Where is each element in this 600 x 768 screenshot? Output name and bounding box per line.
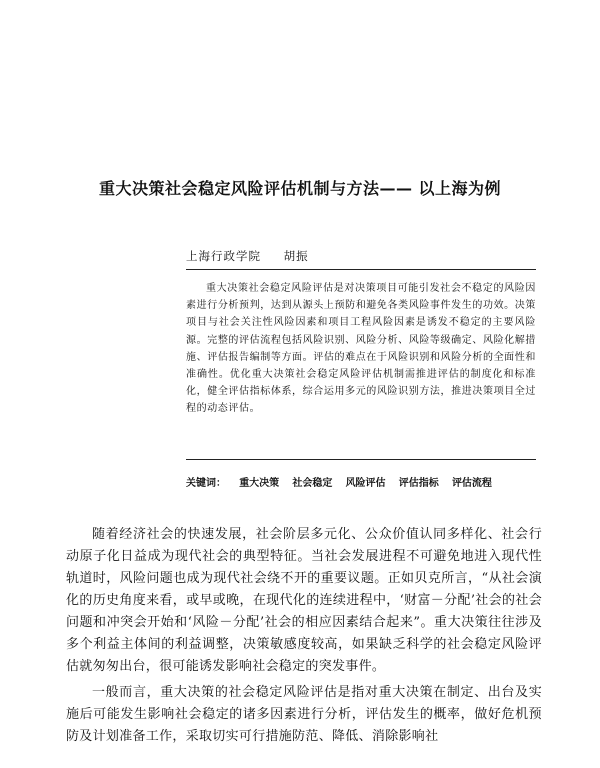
- keyword-item: 风险评估: [345, 478, 386, 489]
- keyword-item: 重大决策: [239, 478, 280, 489]
- body-paragraph: 一般而言，重大决策的社会稳定风险评估是指对重大决策在制定、出台及实施后可能发生影响社会稳定的诸多因素进行分析，评估发生的概率，做好危机预防及计划准备工作，采取切实可行措施防范、降低、消除影响社: [66, 685, 542, 744]
- author-line: [186, 248, 309, 264]
- body-paragraph: 随着经济社会的快速发展，社会阶层多元化、公众价值认同多样化、社会行动原子化日益成为现代社会的典型特征。当社会发展进程不可避免地进入现代性轨道时，风险问题也成为现代社会绕不开的重要议题。正如贝克所言，“从社会演化的历史角度来看，或早或晚，在现代化的连续进程中，‘财富－分配’社会的社会问题和冲突会开始和‘风险－分配’社会的相应因素结合起来”。重大决策往往涉及多个利益主体间的利益调整，决策敏感度较高，如果缺乏科学的社会稳定风险评估就匆匆出台，很可能诱发影响社会稳定的突发事件。: [66, 527, 542, 674]
- keyword-item: 评估流程: [451, 478, 492, 489]
- article-body: [66, 524, 542, 752]
- author-name: 胡振: [283, 249, 309, 263]
- abstract-top-rule: [186, 269, 536, 270]
- keyword-item: 评估指标: [398, 478, 439, 489]
- keywords-label: 关键词：: [186, 478, 226, 489]
- keywords-line: [186, 474, 536, 489]
- article-title: 重大决策社会稳定风险评估机制与方法—— 以上海为例: [98, 179, 502, 198]
- abstract-text: 重大决策社会稳定风险评估是对决策项目可能引发社会不稳定的风险因素进行分析预判，达到从源头上预防和避免各类风险事件发生的功效。决策项目与社会关注性风险因素和项目工程风险因素是诱发不稳定的主要风险源。完整的评估流程包括风险识别、风险分析、风险等级确定、风险化解措施、评估报告编制等方面。评估的难点在于风险识别和风险分析的全面性和准确性。优化重大决策社会稳定风险评估机制需推进评估的制度化和标准化，健全评估指标体系，综合运用多元的风险识别方法，推进决策项目全过程的动态评估。: [186, 283, 536, 415]
- keyword-item: 社会稳定: [292, 478, 333, 489]
- abstract-bottom-rule: [186, 459, 536, 460]
- author-affiliation: 上海行政学院: [186, 249, 261, 263]
